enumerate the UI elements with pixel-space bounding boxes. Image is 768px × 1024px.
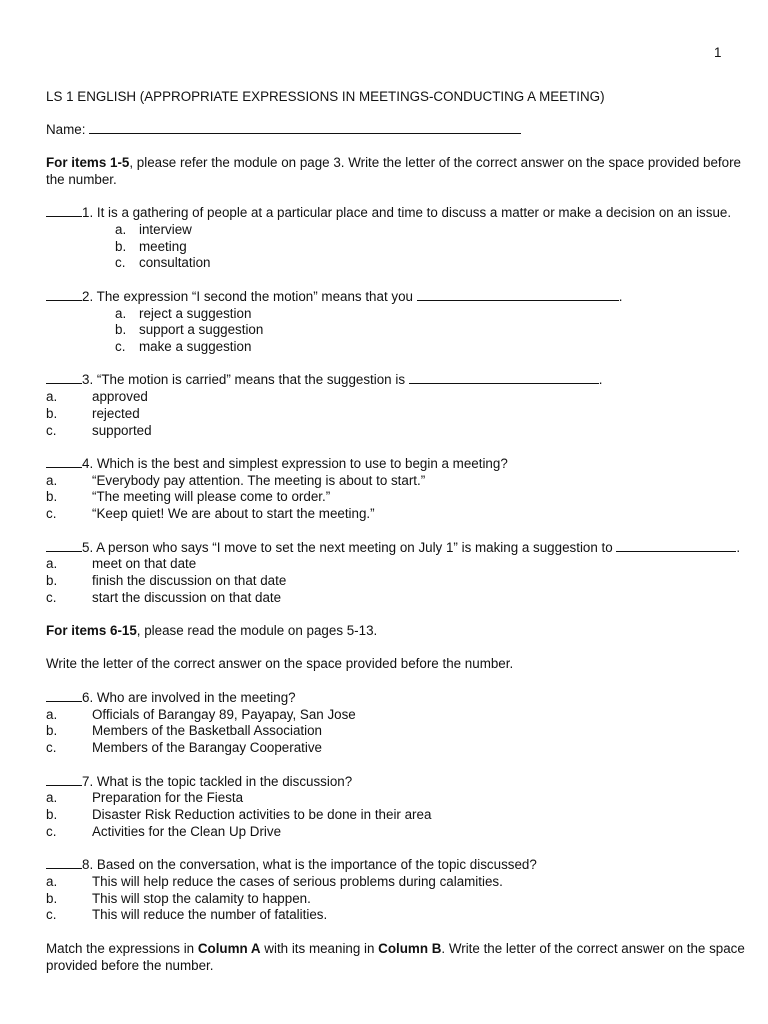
answer-blank-3[interactable]	[46, 371, 82, 384]
option-6c: c. Members of the Barangay Cooperative	[46, 740, 322, 755]
column-a-label: Column A	[197, 941, 261, 956]
answer-blank-2[interactable]	[46, 288, 82, 301]
option-5b: b. finish the discussion on that date	[46, 573, 287, 588]
option-8b: b. This will stop the calamity to happen.	[46, 891, 311, 906]
section1-instruction-line2: the number.	[46, 172, 117, 187]
question-7: 7. What is the topic tackled in the discussion?	[46, 773, 352, 790]
answer-blank-1[interactable]	[46, 204, 82, 217]
answer-blank-7[interactable]	[46, 773, 82, 786]
matching-instruction-line2: provided before the number.	[46, 958, 214, 973]
q3-fill-blank	[409, 371, 599, 384]
answer-blank-6[interactable]	[46, 689, 82, 702]
option-3a: a. approved	[46, 389, 148, 404]
option-8c: c. This will reduce the number of fatalities.	[46, 907, 328, 922]
option-2b: b. support a suggestion	[115, 322, 264, 337]
question-3: 3. “The motion is carried” means that the suggestion is .	[46, 371, 602, 388]
q5-fill-blank	[616, 539, 736, 552]
option-4a: a. “Everybody pay attention. The meeting is about to start.”	[46, 473, 426, 488]
name-label: Name:	[46, 122, 90, 137]
column-b-label: Column B	[378, 941, 442, 956]
option-2a: a. reject a suggestion	[115, 306, 252, 321]
option-6b: b. Members of the Basketball Association	[46, 723, 322, 738]
option-1a: a. interview	[115, 222, 192, 237]
option-1c: c. consultation	[115, 255, 211, 270]
answer-blank-4[interactable]	[46, 455, 82, 468]
answer-blank-5[interactable]	[46, 539, 82, 552]
question-5: 5. A person who says “I move to set the next meeting on July 1” is making a suggestion to .	[46, 539, 740, 556]
option-2c: c. make a suggestion	[115, 339, 252, 354]
question-1: 1. It is a gathering of people at a particular place and time to discuss a matter or make a decision on an issue.	[46, 204, 731, 221]
option-7c: c. Activities for the Clean Up Drive	[46, 824, 282, 839]
answer-blank-8[interactable]	[46, 856, 82, 869]
option-5a: a. meet on that date	[46, 556, 197, 571]
option-7a: a. Preparation for the Fiesta	[46, 790, 244, 805]
question-2: 2. The expression “I second the motion” means that you .	[46, 288, 622, 305]
question-8: 8. Based on the conversation, what is the importance of the topic discussed?	[46, 856, 537, 873]
option-6a: a. Officials of Barangay 89, Payapay, San Jose	[46, 707, 356, 722]
section1-instruction: For items 1-5, please refer the module on page 3. Write the letter of the correct answer on the space provided before	[46, 155, 741, 170]
option-7b: b. Disaster Risk Reduction activities to be done in their area	[46, 807, 432, 822]
option-8a: a. This will help reduce the cases of serious problems during calamities.	[46, 874, 503, 889]
section2-lead: For items 6-15	[46, 623, 137, 638]
worksheet-title: LS 1 ENGLISH (APPROPRIATE EXPRESSIONS IN MEETINGS-CONDUCTING A MEETING)	[46, 89, 605, 104]
option-3b: b. rejected	[46, 406, 140, 421]
q2-fill-blank	[417, 288, 619, 301]
name-line	[46, 121, 521, 138]
option-3c: c. supported	[46, 423, 152, 438]
name-field-blank[interactable]	[89, 121, 521, 134]
matching-instruction: Match the expressions in Column A with its meaning in Column B. Write the letter of the correct answer on the space	[46, 941, 745, 956]
section1-lead: For items 1-5	[46, 155, 130, 170]
option-1b: b. meeting	[115, 239, 187, 254]
section2-instruction: For items 6-15, please read the module on pages 5-13.	[46, 623, 378, 638]
question-6: 6. Who are involved in the meeting?	[46, 689, 296, 706]
page-number: 1	[714, 45, 722, 60]
question-4: 4. Which is the best and simplest expression to use to begin a meeting?	[46, 455, 508, 472]
section2-direction: Write the letter of the correct answer on the space provided before the number.	[46, 656, 514, 671]
option-4c: c. “Keep quiet! We are about to start the meeting.”	[46, 506, 375, 521]
option-4b: b. “The meeting will please come to order.”	[46, 489, 331, 504]
option-5c: c. start the discussion on that date	[46, 590, 282, 605]
